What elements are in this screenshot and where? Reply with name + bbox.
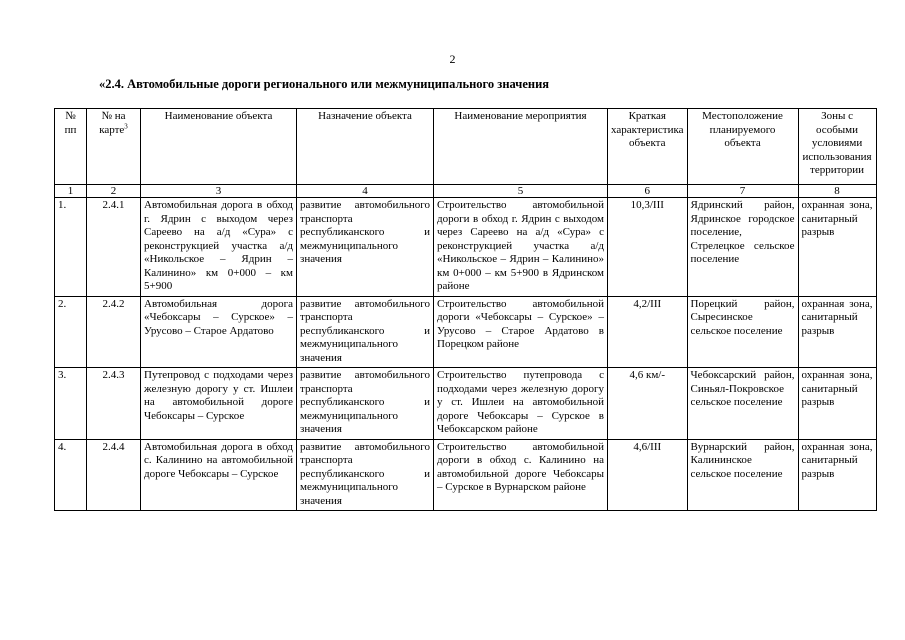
header-map-no: № на карте$^3$ bbox=[87, 109, 141, 185]
cell-name: Автомобильная дорога «Чебоксары – Сурское» – Урусово – Старое Ардатово bbox=[141, 296, 297, 368]
column-number: 3 bbox=[141, 185, 297, 198]
column-number: 1 bbox=[55, 185, 87, 198]
header-pp: № пп bbox=[55, 109, 87, 185]
header-location: Местоположение планируемого объекта bbox=[687, 109, 798, 185]
cell-zones: охранная зона, санитарный разрыв bbox=[798, 198, 876, 297]
cell-location: Чебоксарский район, Синьял-Покровское сельское поселение bbox=[687, 368, 798, 440]
cell-characteristic: 10,3/III bbox=[608, 198, 688, 297]
cell-map-no: 2.4.3 bbox=[87, 368, 141, 440]
cell-location: Порецкий район, Сыресинское сельское поселение bbox=[687, 296, 798, 368]
cell-name: Автомобильная дорога в обход г. Ядрин с выходом через Сареево на а/д «Сура» с реконструкцией участка а/д «Никольское – Ядрин – Калинино» км 0+000 – км 5+900 bbox=[141, 198, 297, 297]
table-row bbox=[55, 368, 877, 440]
column-number: 4 bbox=[297, 185, 434, 198]
cell-location: Ядринский район, Ядринское городское поселение, Стрелецкое сельское поселение bbox=[687, 198, 798, 297]
section-title: «2.4. Автомобильные дороги регионального или межмуниципального значения bbox=[99, 77, 550, 91]
table-row bbox=[55, 198, 877, 297]
cell-characteristic: 4,2/III bbox=[608, 296, 688, 368]
cell-location: Вурнарский район, Калининское сельское поселение bbox=[687, 439, 798, 511]
cell-name: Автомобильная дорога в обход с. Калинино на автомобильной дороге Чебоксары – Сурское bbox=[141, 439, 297, 511]
cell-pp: 2. bbox=[55, 296, 87, 368]
cell-characteristic: 4,6 км/- bbox=[608, 368, 688, 440]
column-number: 6 bbox=[608, 185, 688, 198]
header-zones: Зоны с особыми условиями использования территории bbox=[798, 109, 876, 185]
cell-measure: Строительство автомобильной дороги «Чебоксары – Сурское» – Урусово – Старое Ардатово в Порецком районе bbox=[434, 296, 608, 368]
cell-purpose: развитие автомобильного транспорта республиканского и межмуниципального значения bbox=[297, 296, 434, 368]
cell-purpose: развитие автомобильного транспорта республиканского и межмуниципального значения bbox=[297, 439, 434, 511]
header-measure: Наименование мероприятия bbox=[434, 109, 608, 185]
column-number-row bbox=[55, 185, 877, 198]
page-number: 2 bbox=[449, 52, 456, 66]
header-row bbox=[55, 109, 877, 185]
header-purpose: Назначение объекта bbox=[297, 109, 434, 185]
roads-table bbox=[54, 108, 877, 511]
cell-zones: охранная зона, санитарный разрыв bbox=[798, 296, 876, 368]
column-number: 8 bbox=[798, 185, 876, 198]
header-characteristic: Краткая характеристика объекта bbox=[608, 109, 688, 185]
cell-pp: 1. bbox=[55, 198, 87, 297]
header-name: Наименование объекта bbox=[141, 109, 297, 185]
column-number: 7 bbox=[687, 185, 798, 198]
cell-map-no: 2.4.4 bbox=[87, 439, 141, 511]
cell-measure: Строительство путепровода с подходами через железную дорогу у ст. Ишлеи на автомобильной дороге Чебоксары – Сурское в Чебоксарском районе bbox=[434, 368, 608, 440]
cell-measure: Строительство автомобильной дороги в обход с. Калинино на автомобильной дороге Чебоксары – Сурское в Вурнарском районе bbox=[434, 439, 608, 511]
cell-zones: охранная зона, санитарный разрыв bbox=[798, 368, 876, 440]
cell-zones: охранная зона, санитарный разрыв bbox=[798, 439, 876, 511]
cell-pp: 4. bbox=[55, 439, 87, 511]
cell-purpose: развитие автомобильного транспорта республиканского и межмуниципального значения bbox=[297, 368, 434, 440]
cell-pp: 3. bbox=[55, 368, 87, 440]
table-row bbox=[55, 439, 877, 511]
cell-name: Путепровод с подходами через железную дорогу у ст. Ишлеи на автомобильной дороге Чебоксары – Сурское bbox=[141, 368, 297, 440]
cell-map-no: 2.4.1 bbox=[87, 198, 141, 297]
cell-measure: Строительство автомобильной дороги в обход г. Ядрин с выходом через Сареево на а/д «Сура» с реконструкцией участка а/д «Никольское – Ядрин – Калинино» км 0+000 – км 5+900 в Ядринском районе bbox=[434, 198, 608, 297]
cell-characteristic: 4,6/III bbox=[608, 439, 688, 511]
column-number: 5 bbox=[434, 185, 608, 198]
table-row bbox=[55, 296, 877, 368]
cell-map-no: 2.4.2 bbox=[87, 296, 141, 368]
footnote-mark: 3 bbox=[124, 121, 128, 130]
column-number: 2 bbox=[87, 185, 141, 198]
cell-purpose: развитие автомобильного транспорта республиканского и межмуниципального значения bbox=[297, 198, 434, 297]
